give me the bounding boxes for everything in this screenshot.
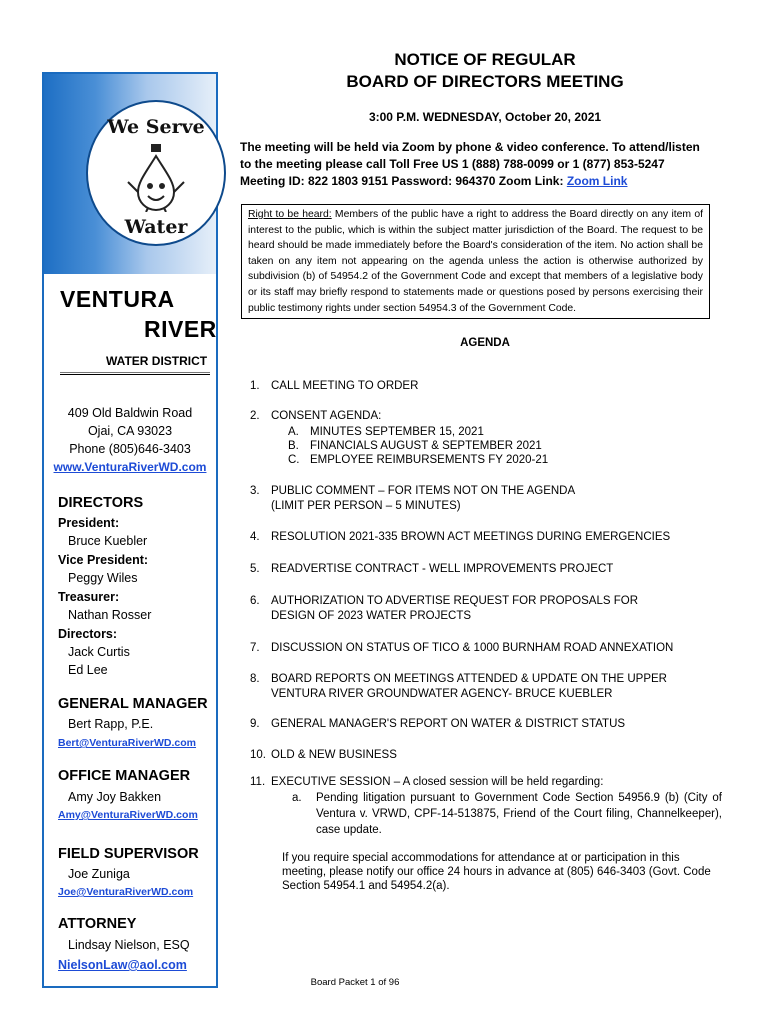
- agenda-item-text-line1: BOARD REPORTS ON MEETINGS ATTENDED & UPDATE ON THE UPPER: [271, 673, 667, 685]
- general-manager-name: Bert Rapp, P.E.: [68, 717, 154, 731]
- director-name: Jack Curtis: [68, 645, 130, 659]
- consent-item-label: A.: [288, 426, 299, 438]
- right-to-be-heard-label: Right to be heard:: [248, 209, 332, 220]
- agenda-item-text-line1: PUBLIC COMMENT – FOR ITEMS NOT ON THE AGENDA: [271, 485, 576, 497]
- right-to-be-heard-box: [241, 204, 710, 319]
- consent-item-label: C.: [288, 454, 300, 466]
- agenda-item-number: 7.: [250, 642, 260, 654]
- page-footer: Board Packet 1 of 96: [310, 977, 400, 988]
- attorney-name: Lindsay Nielson, ESQ: [68, 938, 190, 952]
- field-supervisor-name: Joe Zuniga: [68, 867, 130, 881]
- accommodations-note: If you require special accommodations for attendance at or participation in this meeting, please notify our office 24 hours in advance at (805) 646-3403 (Govt. Code Section 54954.1 and 54954.2(a).: [282, 852, 711, 892]
- consent-item-label: B.: [288, 440, 299, 452]
- agenda-item-text: RESOLUTION 2021-335 BROWN ACT MEETINGS DURING EMERGENCIES: [271, 531, 671, 543]
- right-to-be-heard-text: Members of the public have a right to address the Board directly on any item of interest to the public, which is within the subject matter jurisdiction of the Board. The request to be heard should be made immediately before the Board's consideration of the item. No action shall be taken on any item not appearing on the agenda unless the action is otherwise authorized by subdivision (b) of 54954.2 of the Government Code and except that members of a legislative body or its staff may briefly respond to statements made or questions posed by persons exercising their public testimony rights under section 54954.3 of the Government Code.: [248, 209, 703, 314]
- agenda-item-number: 11.: [250, 776, 266, 788]
- president-name: Bruce Kuebler: [68, 534, 148, 548]
- logo-bottom-text: Water: [124, 216, 188, 238]
- agenda-item-text: DISCUSSION ON STATUS OF TICO & 1000 BURNHAM ROAD ANNEXATION: [271, 642, 674, 654]
- attorney-heading: ATTORNEY: [58, 916, 137, 932]
- divider: [60, 374, 210, 375]
- field-supervisor-heading: FIELD SUPERVISOR: [58, 846, 199, 862]
- attorney-email[interactable]: NielsonLaw@aol.com: [58, 958, 187, 972]
- district-name-line3: WATER DISTRICT: [106, 354, 208, 368]
- website-link-wrap: [44, 460, 216, 474]
- zoom-info: [240, 139, 730, 190]
- address-line1: 409 Old Baldwin Road: [67, 406, 193, 420]
- agenda-item-text-line1: AUTHORIZATION TO ADVERTISE REQUEST FOR PROPOSALS FOR: [271, 595, 639, 607]
- executive-session-item: [292, 790, 722, 838]
- logo-panel: [44, 74, 216, 274]
- we-serve-water-logo: [86, 100, 226, 246]
- zoom-line3: [240, 173, 730, 190]
- agenda-item-text: READVERTISE CONTRACT - WELL IMPROVEMENTS PROJECT: [271, 563, 614, 575]
- divider: [60, 372, 210, 373]
- agenda-item-text-line2: VENTURA RIVER GROUNDWATER AGENCY- BRUCE KUEBLER: [271, 688, 613, 700]
- agenda-item-text-line2: DESIGN OF 2023 WATER PROJECTS: [271, 610, 472, 622]
- consent-item-text: FINANCIALS AUGUST & SEPTEMBER 2021: [310, 440, 542, 452]
- agenda-item-text-line2: (LIMIT PER PERSON – 5 MINUTES): [271, 500, 461, 512]
- zoom-line1: The meeting will be held via Zoom by phone & video conference. To attend/listen: [240, 140, 700, 154]
- office-manager-name: Amy Joy Bakken: [68, 790, 162, 804]
- agenda-item-text: [271, 594, 721, 624]
- agenda-item-text: [271, 484, 721, 514]
- directors-role: Directors:: [58, 627, 118, 641]
- notice-title-line1: NOTICE OF REGULAR: [394, 50, 576, 69]
- agenda-item-number: 10.: [250, 749, 266, 761]
- agenda-item-text: [271, 672, 721, 702]
- field-supervisor-email[interactable]: Joe@VenturaRiverWD.com: [58, 886, 194, 898]
- office-manager-heading: OFFICE MANAGER: [58, 768, 191, 784]
- website-link[interactable]: www.VenturaRiverWD.com: [53, 460, 207, 474]
- treasurer-name: Nathan Rosser: [68, 608, 152, 622]
- notice-title-line2: BOARD OF DIRECTORS MEETING: [346, 72, 624, 91]
- treasurer-role: Treasurer:: [58, 590, 120, 604]
- directors-heading: DIRECTORS: [58, 495, 144, 511]
- agenda-item-number: 6.: [250, 595, 260, 607]
- agenda-item-number: 3.: [250, 485, 260, 497]
- agenda-item-number: 8.: [250, 673, 260, 685]
- district-name-line2: RIVER: [144, 316, 217, 342]
- agenda-item-number: 5.: [250, 563, 260, 575]
- executive-session-label: a.: [292, 792, 302, 804]
- sidebar: [42, 72, 218, 988]
- office-manager-email[interactable]: Amy@VenturaRiverWD.com: [58, 809, 198, 821]
- agenda-item-number: 1.: [250, 380, 260, 392]
- agenda-item-text: GENERAL MANAGER'S REPORT ON WATER & DISTRICT STATUS: [271, 718, 626, 730]
- general-manager-email[interactable]: Bert@VenturaRiverWD.com: [58, 737, 197, 749]
- general-manager-heading: GENERAL MANAGER: [58, 696, 208, 712]
- phone: Phone (805)646-3403: [69, 442, 191, 456]
- logo-top-text: We Serve: [107, 116, 205, 138]
- agenda-item-text: OLD & NEW BUSINESS: [271, 749, 397, 761]
- agenda-item-number: 9.: [250, 718, 260, 730]
- consent-item-text: MINUTES SEPTEMBER 15, 2021: [310, 426, 484, 438]
- meeting-credentials: Meeting ID: 822 1803 9151 Password: 964370 Zoom Link:: [240, 174, 567, 188]
- president-role: President:: [58, 516, 120, 530]
- agenda-item-number: 2.: [250, 410, 260, 422]
- agenda-heading: AGENDA: [460, 337, 510, 349]
- water-drop-mascot-icon: [124, 142, 188, 212]
- agenda-item-text: CALL MEETING TO ORDER: [271, 380, 419, 392]
- consent-item-text: EMPLOYEE REIMBURSEMENTS FY 2020-21: [310, 454, 549, 466]
- agenda-item-text: CONSENT AGENDA:: [271, 410, 382, 422]
- agenda-item-number: 4.: [250, 531, 260, 543]
- agenda-item-text: EXECUTIVE SESSION – A closed session will be held regarding:: [271, 776, 604, 788]
- vice-president-role: Vice President:: [58, 553, 149, 567]
- zoom-line2: to the meeting please call Toll Free US 1 (888) 788-0099 or 1 (877) 853-5247: [240, 157, 665, 171]
- address-line2: Ojai, CA 93023: [87, 424, 173, 438]
- director-name: Ed Lee: [68, 663, 108, 677]
- executive-session-text: Pending litigation pursuant to Government Code Section 54956.9 (b) (City of Ventura v. VRWD, CPF-14-513875, Friend of the Court filing, Channelkeeper), case update.: [316, 792, 722, 836]
- vice-president-name: Peggy Wiles: [68, 571, 138, 585]
- district-name-line1: VENTURA: [60, 286, 175, 312]
- zoom-link[interactable]: Zoom Link: [566, 174, 628, 188]
- meeting-datetime: 3:00 P.M. WEDNESDAY, October 20, 2021: [368, 110, 602, 124]
